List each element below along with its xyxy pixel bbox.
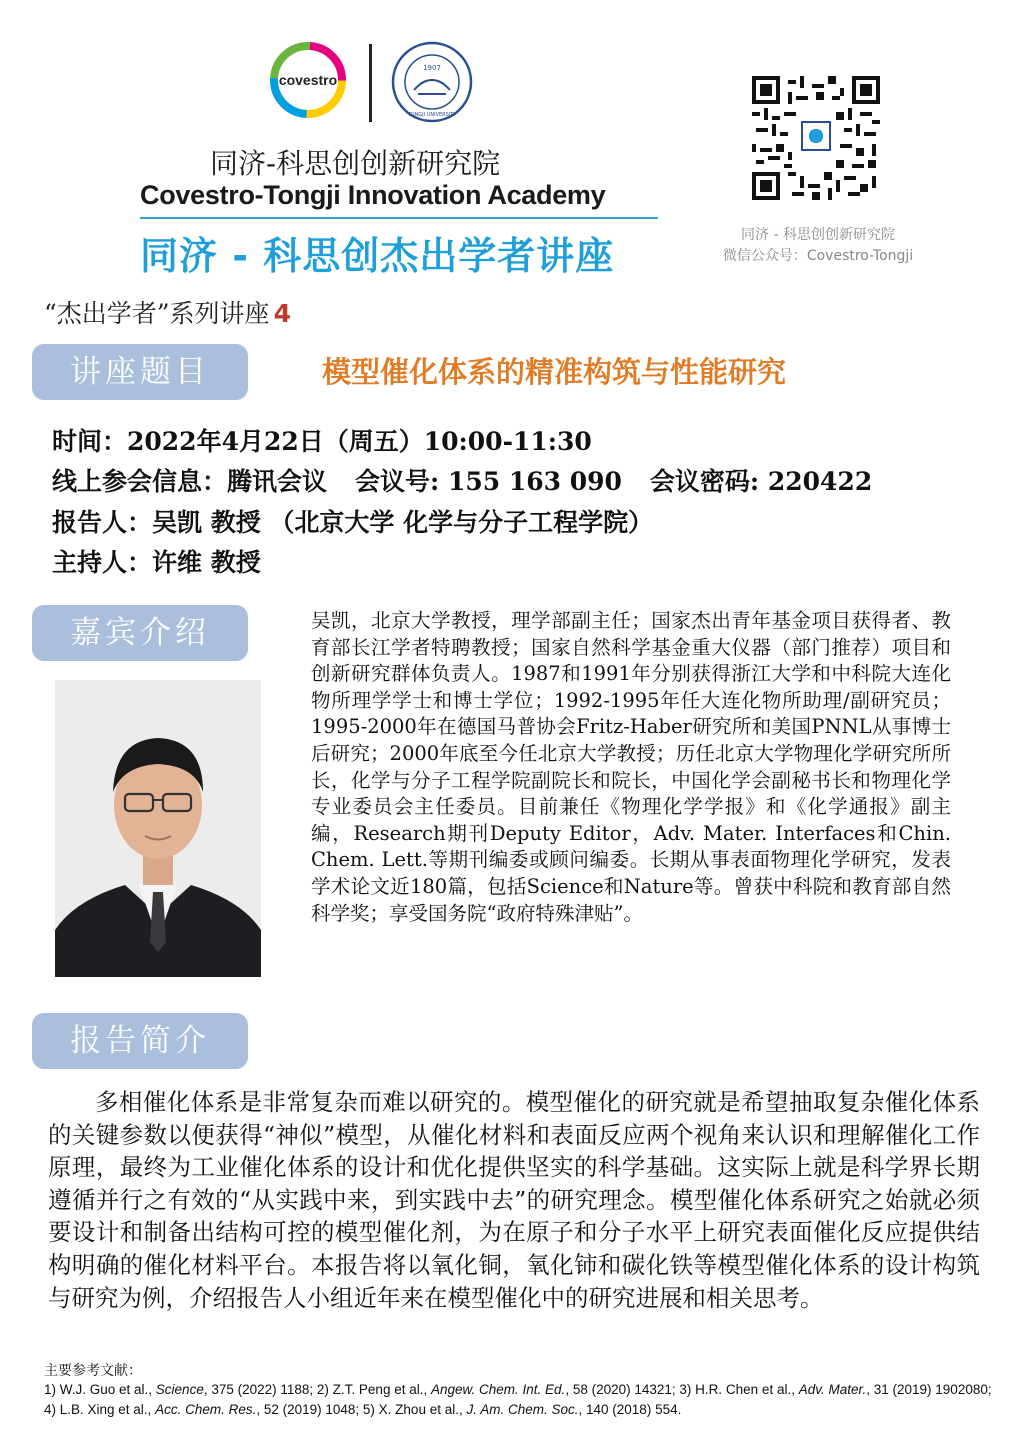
lecture-series-banner: 同济 - 科思创杰出学者讲座 xyxy=(140,234,615,278)
section-label-abstract: 报告简介 xyxy=(32,1013,248,1069)
speaker-bio: 吴凯，北京大学教授，理学部副主任；国家杰出青年基金项目获得者、教育部长江学者特聘教授；国家自然科学基金重大仪器（部门推荐）项目和创新研究群体负责人。1987和1991年分别获得浙江大学和中科院大连化物所理学学士和博士学位；1992-1995年任大连化物所助理/副研究员；1995-2000年在德国马普协会Fritz-Haber研究所和美国PNNL从事博士后研究；2000年底至今任北京大学教授；历任北京大学物理化学研究所所长，化学与分子工程学院副院长和院长，中国化学会副秘书长和物理化学专业委员会主任委员。目前兼任《物理化学学报》和《化学通报》副主编，Research期刊Deputy Editor，Adv. Mater. Interfaces和Chin. Chem. Lett.等期刊编委或顾问编委。长期从事表面物理化学研究，发表学术论文近180篇，包括Science和Nature等。曾获中科院和教育部自然科学奖；享受国务院“政府特殊津贴”。 xyxy=(311,609,951,925)
reference-item: 3) H.R. Chen et al., Adv. Mater., 31 (2019) 1902080; xyxy=(679,1382,992,1397)
info-time: 时间：2022年4月22日（周五）10:00-11:30 xyxy=(52,427,592,456)
academy-underline xyxy=(140,217,658,219)
tongji-university-seal xyxy=(390,40,474,124)
section-label-topic: 讲座题目 xyxy=(32,344,248,400)
academy-name-cn: 同济-科思创创新研究院 xyxy=(210,147,501,180)
reference-item: 1) W.J. Guo et al., Science, 375 (2022) 1188; xyxy=(44,1382,317,1397)
series-tag xyxy=(44,294,291,330)
meeting-password: 会议密码: 220422 xyxy=(649,467,873,496)
covestro-logo-text: covestro xyxy=(278,72,338,88)
series-tag-text: “杰出学者”系列讲座 xyxy=(44,299,270,328)
wechat-qr-code xyxy=(752,76,880,200)
series-number: 4 xyxy=(273,299,291,328)
info-online xyxy=(52,462,872,498)
section-label-guest: 嘉宾介绍 xyxy=(32,605,248,661)
tongji-seal-text: TONGJI UNIVERSITY xyxy=(407,112,457,118)
lecture-abstract: 多相催化体系是非常复杂而难以研究的。模型催化的研究就是希望抽取复杂催化体系的关键参数以便获得“神似”模型，从催化材料和表面反应两个视角来认识和理解催化工作原理，最终为工业催化体系的设计和优化提供坚实的科学基础。这实际上就是科学界长期遵循并行之有效的“从实践中来，到实践中去”的研究理念。模型催化体系研究之始就必须要设计和制备出结构可控的模型催化剂，为在原子和分子水平上研究表面催化反应提供结构明确的催化材料平台。本报告将以氧化铜，氧化铈和碳化铁等模型催化体系的设计构筑与研究为例，介绍报告人小组近年来在模型催化中的研究进展和相关思考。 xyxy=(48,1088,980,1312)
qr-caption-academy: 同济 - 科思创创新研究院 xyxy=(741,227,895,243)
references-heading: 主要参考文献： xyxy=(44,1363,142,1379)
meeting-id: 会议号: 155 163 090 xyxy=(355,467,622,496)
info-host: 主持人：许维 教授 xyxy=(52,548,261,577)
academy-name-en: Covestro-Tongji Innovation Academy xyxy=(140,180,606,210)
reference-item: 4) L.B. Xing et al., Acc. Chem. Res., 52 (2019) 1048; xyxy=(44,1402,363,1417)
online-label: 线上参会信息：腾讯会议 xyxy=(52,467,328,496)
reference-item: 5) X. Zhou et al., J. Am. Chem. Soc., 140 (2018) 554. xyxy=(362,1402,682,1417)
reference-item: 2) Z.T. Peng et al., Angew. Chem. Int. Ed., 58 (2020) 14321; xyxy=(316,1382,680,1397)
covestro-logo xyxy=(268,40,348,120)
references-list xyxy=(44,1380,994,1420)
speaker-photo xyxy=(55,680,261,977)
tongji-seal-year: 1907 xyxy=(423,64,441,72)
logo-divider xyxy=(369,44,372,122)
info-speaker: 报告人：吴凯 教授 （北京大学 化学与分子工程学院） xyxy=(52,508,654,537)
lecture-title: 模型催化体系的精准构筑与性能研究 xyxy=(322,355,787,389)
qr-caption-wechat: 微信公众号：Covestro-Tongji xyxy=(722,248,914,264)
